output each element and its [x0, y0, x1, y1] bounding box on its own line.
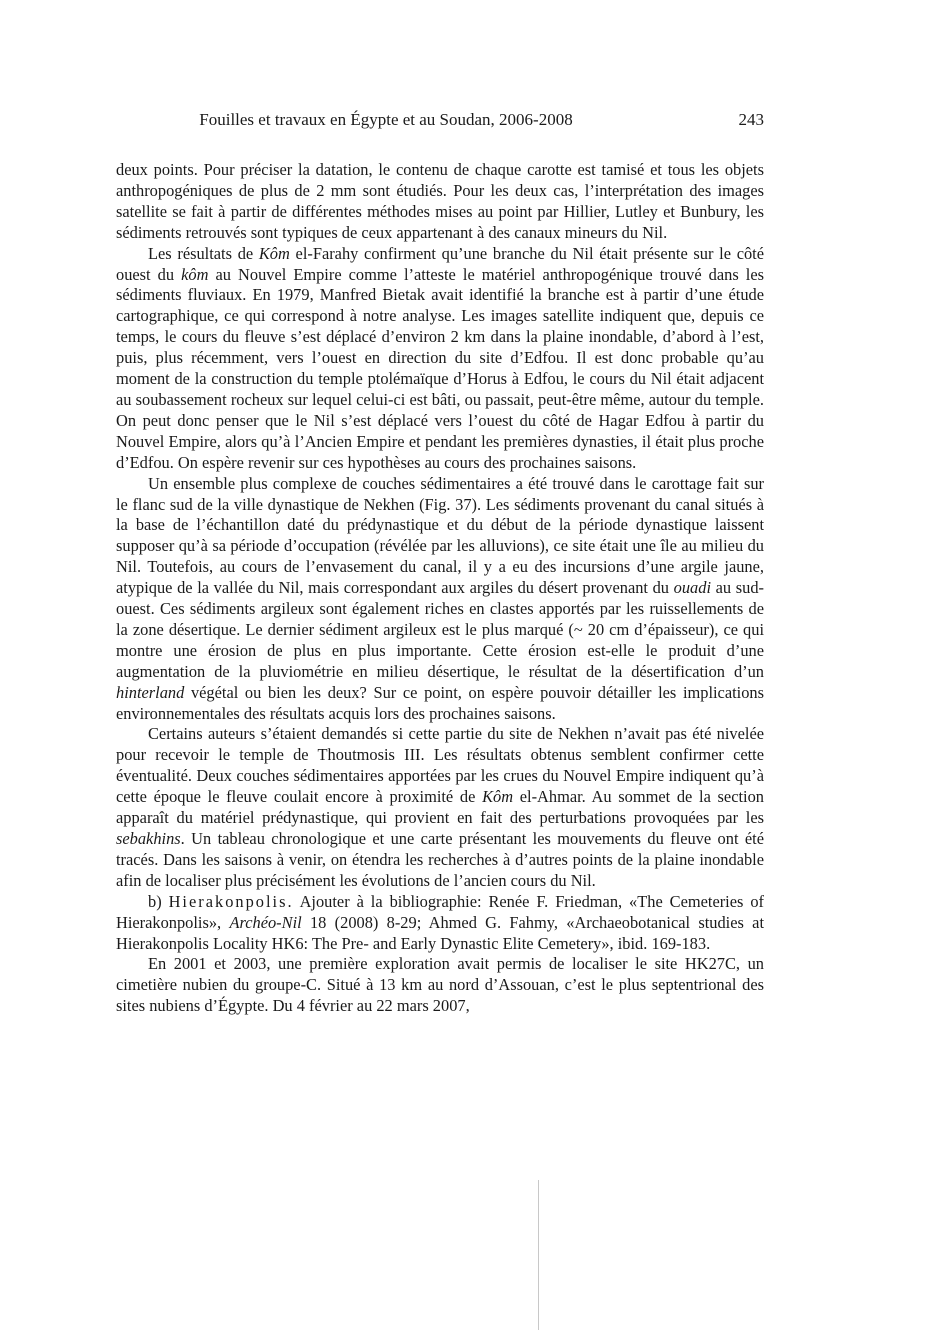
text-run: Ajouter à la bibliographie: Renée F. Friedman, «The Cemeteries of Hierakonpolis»,: [116, 891, 764, 932]
paragraph-2: [116, 244, 764, 474]
text-run: 18 (2008) 8-29; Ahmed G. Fahmy, «Archaeobotanical studies at Hierakonpolis Locality HK6: The Pre- and Early Dynastic Elite Cemetery», ibid. 169-183.: [116, 912, 764, 953]
italic-term: kôm: [181, 264, 209, 284]
text-run: au Nouvel Empire comme l’atteste le matériel anthropogénique trouvé dans les sédiments fluviaux. En 1979, Manfred Bietak avait identifié la branche est à partir d’une étude cartographique, ce qui correspond à notre analyse. Les images satellite indiquent que, depuis ce temps, le cours du fleuve s’est déplacé d’environ 2 km dans la plaine inondable, d’abord à l’est, puis, plus récemment, vers l’ouest en direction du site d’Edfou. Il est donc probable qu’au moment de la construction du temple ptolémaïque d’Horus à Edfou, le cours du Nil était adjacent au soubassement rocheux sur lequel celui-ci est bâti, ou passait, peut-être même, autour du temple. On peut donc penser que le Nil s’est déplacé vers l’ouest du côté de Hagar Edfou à partir du Nouvel Empire, alors qu’à l’Ancien Empire et pendant les premières dynasties, il était plus proche d’Edfou. On espère revenir sur ces hypothèses au cours des prochaines saisons.: [116, 264, 764, 472]
text-run: el-Ahmar. Au sommet de la section apparaît du matériel prédynastique, qui provient en fait des perturbations provoquées par les: [116, 787, 764, 828]
italic-term: sebakhins: [116, 829, 181, 848]
paragraph-6: En 2001 et 2003, une première exploration avait permis de localiser le site HK27C, un cimetière nubien du groupe-C. Situé à 13 km au nord d’Assouan, c’est le plus septentrional des sites nubiens d’Égypte. Du 4 février au 22 mars 2007,: [116, 954, 764, 1016]
paragraph-5: [116, 892, 764, 955]
scan-artifact-line: [538, 1180, 539, 1330]
text-run: végétal ou bien les deux? Sur ce point, on espère pouvoir détailler les implications environnementales des résultats acquis lors des prochaines saisons.: [116, 682, 764, 723]
journal-title: Archéo-Nil: [229, 912, 302, 932]
text-run: au sud-ouest. Ces sédiments argileux sont également riches en clastes apportés par les ruissellements de la zone désertique. Le dernier sédiment argileux est le plus marqué (~ 20 cm d’épaisseur), ce qui montre une érosion de plus en plus importante. Cette érosion est-elle le produit d’une augmentation de la pluviométrie en milieu désertique, le résultat de la désertification d’un: [116, 578, 764, 681]
text-run: . Un tableau chronologique et une carte présentant les mouvements du fleuve ont été tracés. Dans les saisons à venir, on étendra les recherches à d’autres points de la plaine inondable afin de localiser plus précisément les évolutions de l’ancien cours du Nil.: [116, 829, 764, 890]
text-run: Les résultats de: [148, 243, 259, 263]
italic-term: ouadi: [673, 578, 711, 598]
page-number: 243: [738, 110, 764, 129]
site-heading: Hierakonpolis.: [168, 891, 294, 911]
section-label: b): [148, 891, 169, 911]
italic-term: Kôm: [482, 787, 514, 807]
paragraph-4: [116, 724, 764, 891]
paragraph-3: [116, 474, 764, 725]
running-title: Fouilles et travaux en Égypte et au Soudan, 2006-2008: [199, 110, 573, 129]
text-run: el-Farahy confirment qu’une branche du Nil était présente sur le côté ouest du: [116, 243, 764, 284]
italic-term: hinterland: [116, 682, 185, 702]
body-text: [116, 160, 764, 1017]
text-run: Un ensemble plus complexe de couches sédimentaires a été trouvé dans le carottage fait sur le flanc sud de la ville dynastique de Nekhen (Fig. 37). Les sédiments provenant du canal situés à la base de l’échantillon daté du prédynastique et du début de la période dynastique laissent supposer qu’à sa période d’occupation (révélée par les alluvions), ce site était une île au milieu du Nil. Toutefois, au cours de l’envasement du canal, il y a eu des incursions d’une argile jaune, atypique de la vallée du Nil, mais correspondant aux argiles du désert provenant du: [116, 473, 764, 598]
paragraph-1: deux points. Pour préciser la datation, le contenu de chaque carotte est tamisé et tous les objets anthropogéniques de plus de 2 mm sont étudiés. Pour les deux cas, l’interprétation des images satellite se fait à partir de différentes méthodes mises au point par Hillier, Lutley et Bunbury, les sédiments retrouvés sont typiques de ceux appartenant à des canaux mineurs du Nil.: [116, 160, 764, 242]
italic-term: Kôm: [258, 243, 290, 263]
text-run: Certains auteurs s’étaient demandés si cette partie du site de Nekhen n’avait pas été nivelée pour recevoir le temple de Thoutmosis III. Les résultats obtenus semblent confirmer cette éventualité. Deux couches sédimentaires apportées par les crues du Nouvel Empire indiquent qu’à cette époque le fleuve coulait encore à proximité de: [116, 724, 764, 807]
